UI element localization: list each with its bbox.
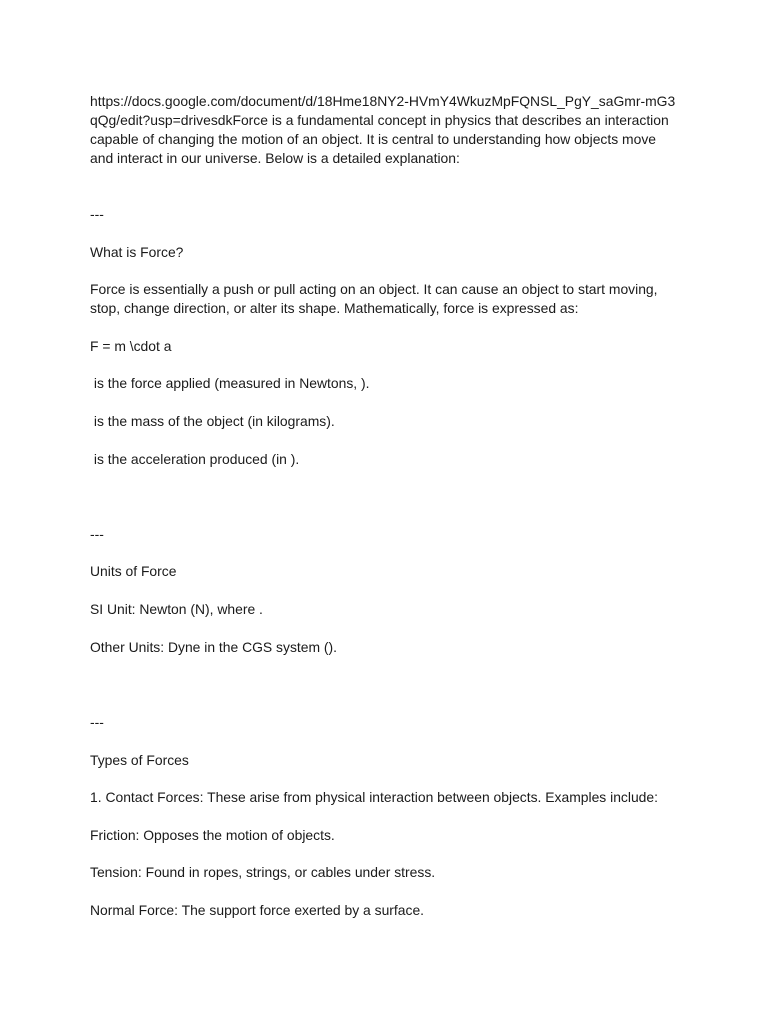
- types-intro: 1. Contact Forces: These arise from physical interaction between objects. Examples include:: [90, 789, 658, 805]
- definition-line-1: Force is essentially a push or pull acting on an object. It can cause an object to start moving,: [90, 281, 658, 297]
- intro-line-4: and interact in our universe. Below is a detailed explanation:: [90, 150, 460, 166]
- separator-1: ---: [90, 206, 104, 222]
- formula-item-force: is the force applied (measured in Newtons, ).: [90, 375, 370, 391]
- heading-units: Units of Force: [90, 563, 177, 579]
- heading-what-is-force: What is Force?: [90, 244, 184, 260]
- intro-line-3: capable of changing the motion of an object. It is central to understanding how objects move: [90, 131, 657, 147]
- contact-force-tension: Tension: Found in ropes, strings, or cables under stress.: [90, 864, 436, 880]
- unit-si: SI Unit: Newton (N), where .: [90, 601, 263, 617]
- definition-line-2: stop, change direction, or alter its shape. Mathematically, force is expressed as:: [90, 300, 579, 316]
- intro-line-2: qQg/edit?usp=drivesdkForce is a fundamental concept in physics that describes an interaction: [90, 112, 669, 128]
- contact-force-normal: Normal Force: The support force exerted by a surface.: [90, 902, 425, 918]
- formula-item-acceleration: is the acceleration produced (in ).: [90, 451, 300, 467]
- separator-3: ---: [90, 714, 104, 730]
- unit-other: Other Units: Dyne in the CGS system ().: [90, 639, 338, 655]
- heading-types: Types of Forces: [90, 752, 189, 768]
- formula-item-mass: is the mass of the object (in kilograms).: [90, 413, 335, 429]
- formula: F = m \cdot a: [90, 338, 172, 354]
- contact-force-friction: Friction: Opposes the motion of objects.: [90, 827, 335, 843]
- intro-line-1: https://docs.google.com/document/d/18Hme18NY2-HVmY4WkuzMpFQNSL_PgY_saGmr-mG3: [90, 93, 676, 109]
- separator-2: ---: [90, 526, 104, 542]
